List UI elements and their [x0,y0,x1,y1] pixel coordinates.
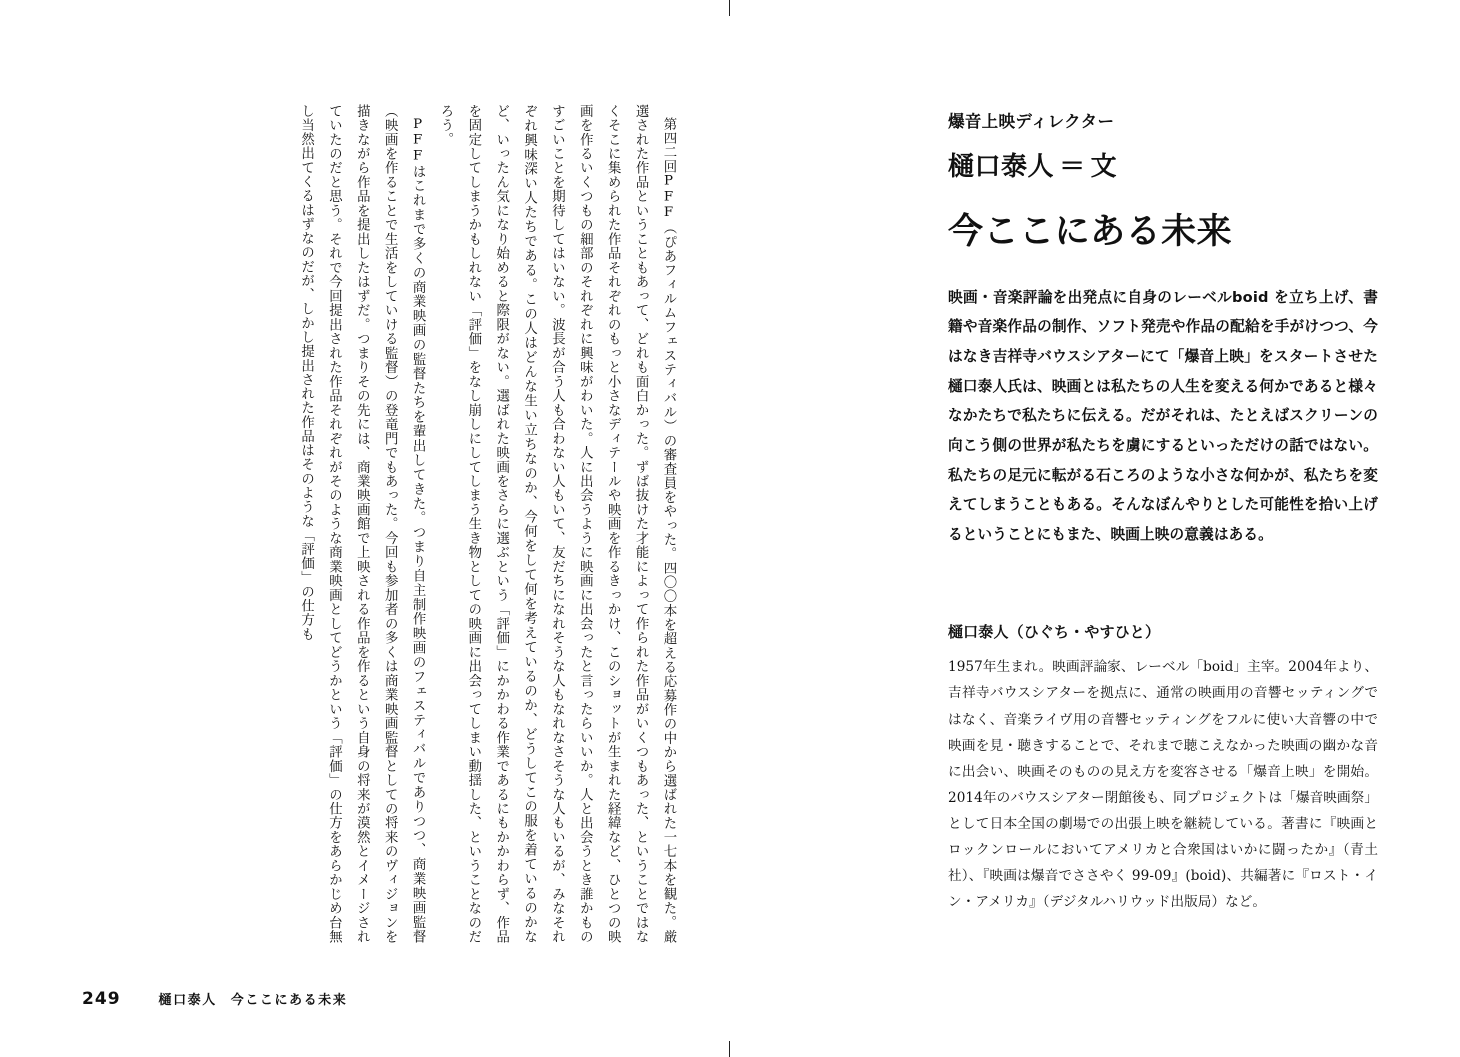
author-bio-text: 1957年生まれ。映画評論家、レーベル「boid」主宰。2004年より、吉祥寺バウスシアターを拠点に、通常の映画用の音響セッティングではなく、音楽ライヴ用の音響セッティングをフルに使い大音響の中で映画を見・聴きすることで、それまで聴こえなかった映画の幽かな音に出会い、映画そのものの見え方を変容させる「爆音上映」を開始。2014年のバウスシアター閉館後も、同プロジェクトは「爆音映画祭」として日本全国の劇場での出張上映を継続している。著書に『映画とロックンロールにおいてアメリカと合衆国はいかに闘ったか』（青土社）、『映画は爆音でささやく 99-09』(boid)、共編著に『ロスト・イン・アメリカ』（デジタルハリウッド出版局）など。 [948,659,1378,911]
page-number: 249 [82,989,121,1009]
left-page-body [116,104,682,944]
article-kicker: 爆音上映ディレクター [948,112,1115,131]
byline-role: 文 [1090,152,1118,182]
byline-author-name: 樋口泰人 [948,152,1055,182]
body-paragraph: 第四二回PFF（ぴあフィルムフェスティバル）の審査員をやった。四〇〇本を超える応募作の中から選ばれた一七本を観た。厳選された作品ということもあって、どれも面白かった。ずば抜けた才能によって作られた作品がいくつもあった、ということではなくそこに集められた作品それぞれのもっと小さなディテールや映画を作るきっかけ、このショットが生まれた経緯など、ひとつの映画を作るいくつもの細部のそれぞれに興味がわいた。人に出会うように映画に出会ったと言ったらいいか。人と出会うとき誰かものすごいことを期待してはいない。波長が合う人も合わない人もいて、友だちになれそうな人もなれなさそうな人もいるが、みなそれぞれ興味深い人たちである。この人はどんな生い立ちなのか、今何をして何を考えているのか、どうしてこの服を着ているのかなど、いったん気になり始めると際限がない。選ばれた映画をさらに選ぶという「評価」にかかわる作業であるにもかかわらず、作品を固定してしまうかもしれない「評価」をなし崩しにしてしまう生き物としての映画に出会ってしまい動揺した、ということなのだろう。 [438,104,676,944]
byline-separator: ＝ [1059,152,1086,182]
author-bio-name: 樋口泰人（ひぐち・やすひと） [948,623,1161,642]
author-bio-block [948,621,1378,915]
article-title: 今ここにある未来 [948,212,1233,252]
left-page-footer [82,989,347,1009]
running-head-author: 樋口泰人 [158,993,217,1008]
article-lead: 映画・音楽評論を出発点に自身のレーベルboid を立ち上げ、書籍や音楽作品の制作、ソフト発売や作品の配給を手がけつつ、今はなき吉祥寺バウスシアターにて「爆音上映」をスタートさせた樋口泰人氏は、映画とは私たちの人生を変える何かであると様々なかたちで私たちに伝える。だがそれは、たとえばスクリーンの向こう側の世界が私たちを虜にするといっただけの話ではない。私たちの足元に転がる石ころのような小さな何かが、私たちを変えてしまうこともある。そんなぼんやりとした可能性を拾い上げるということにもまた、映画上映の意義はある。 [948,288,1378,543]
body-paragraph: PFFはこれまで多くの商業映画の監督たちを輩出してきた。つまり自主制作映画のフェスティバルでありつつ、商業映画監督（映画を作ることで生活をしていける監督）の登竜門でもあった。今回も参加者の多くは商業映画監督としての将来のヴィジョンを描きながら作品を提出したはずだ。つまりその先には、商業映画館で上映される作品を作るという自身の将来が漠然とイメージされていたのだと思う。それで今回提出された作品それぞれがそのような商業映画としてどうかという「評価」の仕方をあらかじめ台無し当然出てくるはずなのだが、しかし提出された作品はそのような「評価」の仕方も [298,104,426,944]
right-page-content [948,108,1378,915]
right-page [730,0,1460,1057]
running-head-title: 今ここにある未来 [230,993,348,1008]
running-head [159,989,348,1008]
article-byline [948,146,1378,183]
